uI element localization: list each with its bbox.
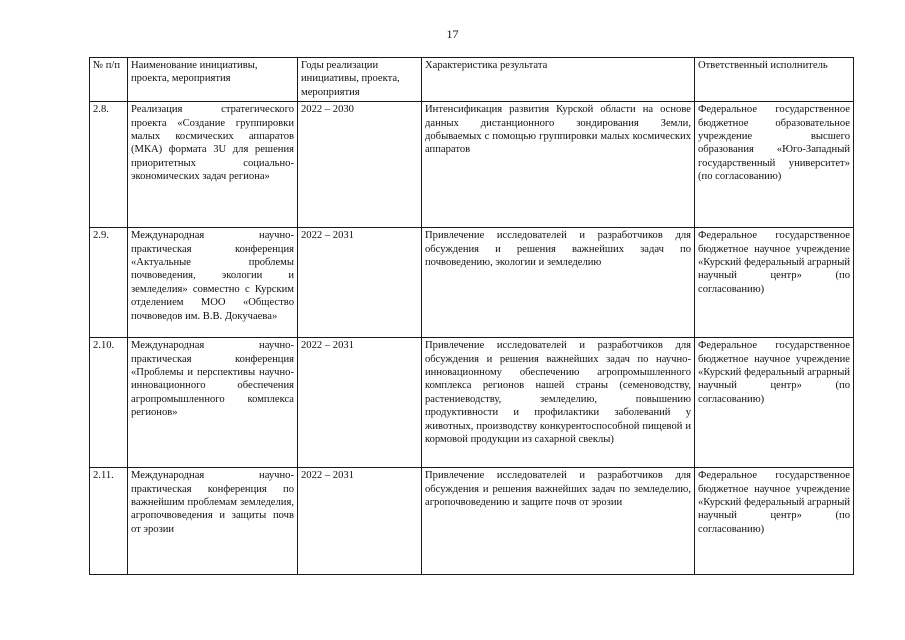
- header-years: Годы реализации инициативы, проекта, мероприятия: [298, 58, 422, 102]
- cell-years: 2022 – 2031: [298, 468, 422, 575]
- header-num: № п/п: [90, 58, 128, 102]
- cell-years: 2022 – 2031: [298, 338, 422, 468]
- cell-name: Международная научно-практическая конференция по важнейшим проблемам земледелия, агропочвоведения и защиты почв от эрозии: [128, 468, 298, 575]
- page-number: 17: [446, 27, 459, 41]
- table-row: [90, 468, 854, 575]
- cell-years: 2022 – 2030: [298, 102, 422, 228]
- cell-years: 2022 – 2031: [298, 228, 422, 338]
- cell-result: Интенсификация развития Курской области на основе данных дистанционного зондирования Земли, добываемых с помощью группировки малых космических аппаратов: [422, 102, 695, 228]
- header-name: Наименование инициативы, проекта, мероприятия: [128, 58, 298, 102]
- cell-name: Реализация стратегического проекта «Создание группировки малых космических аппаратов (МКА) формата 3U для решения приоритетных социально-экономических задач региона»: [128, 102, 298, 228]
- header-result: Характеристика результата: [422, 58, 695, 102]
- cell-name: Международная научно-практическая конференция «Актуальные проблемы почвоведения, экологии и земледелия» совместно с Курским отделением МОО «Общество почвоведов им. В.В. Докучаева»: [128, 228, 298, 338]
- initiatives-table: [89, 57, 854, 575]
- cell-num: 2.11.: [90, 468, 128, 575]
- cell-responsible: Федеральное государственное бюджетное научное учреждение «Курский федеральный аграрный научный центр» (по согласованию): [695, 468, 854, 575]
- table-row: [90, 228, 854, 338]
- table-row: [90, 338, 854, 468]
- cell-responsible: Федеральное государственное бюджетное научное учреждение «Курский федеральный аграрный научный центр» (по согласованию): [695, 228, 854, 338]
- header-responsible: Ответственный исполнитель: [695, 58, 854, 102]
- cell-result: Привлечение исследователей и разработчиков для обсуждения и решения важнейших задач по земледелию, агропочвоведению и защите почв от эрозии: [422, 468, 695, 575]
- cell-responsible: Федеральное государственное бюджетное научное учреждение «Курский федеральный аграрный научный центр» (по согласованию): [695, 338, 854, 468]
- table-header-row: [90, 58, 854, 102]
- cell-num: 2.8.: [90, 102, 128, 228]
- cell-num: 2.10.: [90, 338, 128, 468]
- cell-result: Привлечение исследователей и разработчиков для обсуждения и решения важнейших задач по научно-инновационному обеспечению агропромышленного комплекса регионов нашей страны (семеноводству, растениеводству, земледелию, повышению продуктивности и профилактики заболеваний у животных, производству конкурентоспособной пищевой и кормовой продукции из сахарной свеклы): [422, 338, 695, 468]
- cell-name: Международная научно-практическая конференция «Проблемы и перспективы научно-инновационного обеспечения агропромышленного комплекса регионов»: [128, 338, 298, 468]
- cell-responsible: Федеральное государственное бюджетное образовательное учреждение высшего образования «Юго-Западный государственный университет» (по согласованию): [695, 102, 854, 228]
- table-row: [90, 102, 854, 228]
- cell-result: Привлечение исследователей и разработчиков для обсуждения и решения важнейших задач по почвоведению, экологии и земледелию: [422, 228, 695, 338]
- cell-num: 2.9.: [90, 228, 128, 338]
